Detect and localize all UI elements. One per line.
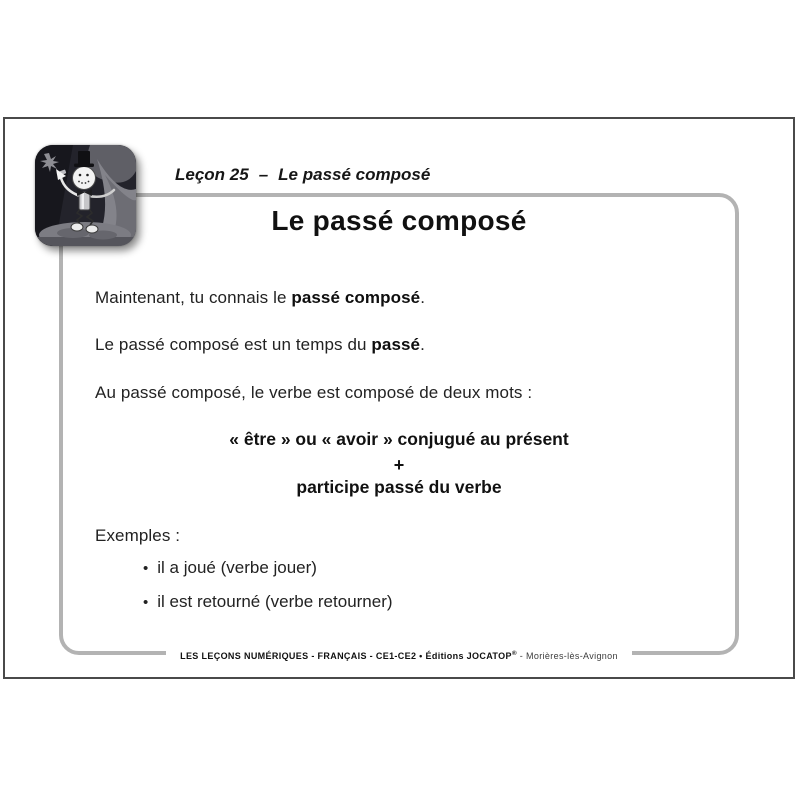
paragraph-intro-end: . [420, 288, 426, 307]
bullet-icon: • [143, 560, 149, 577]
paragraph-intro-bold: passé composé [291, 288, 421, 307]
paragraph-tense-end: . [420, 335, 425, 354]
lesson-header-dash: – [258, 165, 269, 184]
bullet-icon: • [143, 594, 149, 611]
footer-location: - Morières-lès-Avignon [516, 651, 618, 661]
mascot-illustration-graphic [35, 145, 136, 246]
paragraph-two-words: Au passé composé, le verbe est composé de deux mots : [95, 383, 533, 402]
content-box [59, 193, 739, 655]
footer-text [166, 646, 632, 664]
registered-trademark-icon: ® [511, 650, 517, 657]
lesson-number: Leçon 25 [175, 165, 249, 184]
footer [59, 646, 739, 664]
example-text: il a joué (verbe jouer) [157, 558, 317, 577]
footer-publisher: LES LEÇONS NUMÉRIQUES - FRANÇAIS - CE1-CE2 • Éditions JOCATOP [180, 651, 512, 661]
formula-auxiliary-line: « être » ou « avoir » conjugué au présent [229, 429, 569, 449]
paragraph-intro [95, 288, 705, 308]
example-text: il est retourné (verbe retourner) [157, 592, 393, 611]
page-title: Le passé composé [271, 205, 527, 236]
examples-label: Exemples : [95, 526, 181, 545]
paragraph-tense [95, 335, 705, 355]
example-item-joue [143, 558, 643, 578]
paragraph-tense-text: Le passé composé est un temps du [95, 335, 372, 354]
magician-robot-mascot-illustration [35, 145, 136, 246]
paragraph-intro-text: Maintenant, tu connais le [95, 288, 292, 307]
formula-participle-line: participe passé du verbe [296, 477, 502, 497]
formula-plus-sign: + [393, 455, 405, 475]
lesson-name: Le passé composé [278, 165, 431, 184]
paragraph-tense-bold: passé [371, 335, 421, 354]
lesson-header [175, 165, 430, 185]
example-item-retourne [143, 592, 643, 612]
